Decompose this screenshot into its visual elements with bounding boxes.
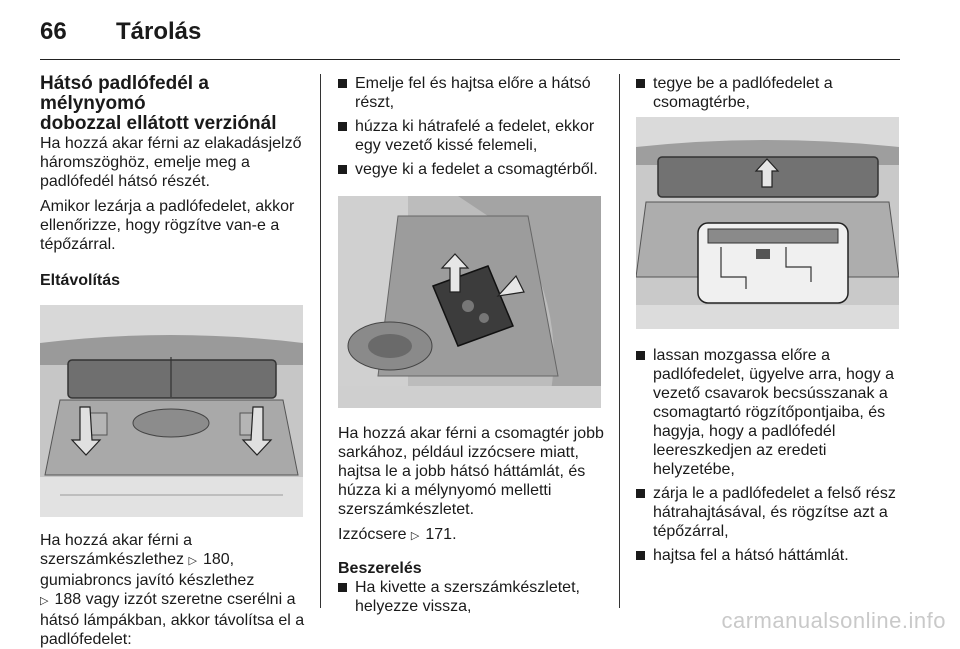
figure-floor-cover-installation [636,117,899,329]
list-item: hajtsa fel a hátsó háttámlát. [636,546,904,565]
page-reference-icon: ▷ [40,595,49,607]
column-divider-1 [320,74,321,608]
page-reference-icon: ▷ [410,530,420,542]
watermark: carmanualsonline.info [721,608,946,633]
list-item: zárja le a padlófedelet a felső rész hátrahajtásával, és rögzítse azt a tépőzárral, [636,484,904,541]
list-item: húzza ki hátrafelé a fedelet, ekkor egy vezető kissé felemeli, [338,117,606,155]
paragraph-2: Amikor lezárja a padlófedelet, akkor ellenőrizze, hogy rögzítve van-e a tépőzárral. [40,198,295,253]
subheading-installation: Beszerelés [338,560,422,577]
column-3 [636,74,904,565]
list-item: Ha kivette a szerszámkészletet, helyezze vissza, [338,578,606,616]
page-header [40,14,900,60]
paragraph-access: Ha hozzá akar férni a csomagtér jobb sarkához, például izzócsere miatt, hajtsa le a jobb hátsó háttámlát, és húzza ki a mélynyomó melletti szerszámkészletet. [338,425,604,518]
bulb-reference: Izzócsere ▷ 171. [338,525,606,546]
list-item: Emelje fel és hajtsa előre a hátsó részt, [338,74,606,112]
header-rule [40,59,900,60]
column-1 [40,74,306,649]
paragraph-3: Ha hozzá akar férni a szerszámkészlethez ▷ 180, gumiabroncs javító készlethez ▷ 188 vagy izzót szeretne cserélni a hátsó lámpákban, akkor távolítsa el a padlófedelet: [40,532,305,648]
list-item: lassan mozgassa előre a padlófedelet, ügyelve arra, hogy a vezető csavarok becsússzanak a csomagtartó rögzítőpontjaiba, és hagyja, hogy a padlófedél leereszkedjen az eredeti helyzetébe, [636,346,904,479]
subheading-removal: Eltávolítás [40,272,121,289]
page-number: 66 [40,18,67,45]
figure-floor-cover-removal [40,305,303,517]
section-heading: Hátsó padlófedél a mélynyomó dobozzal ellátott verziónál [40,73,277,134]
page-title: Tárolás [116,18,202,45]
page-reference-icon: ▷ [188,555,197,567]
paragraph-1: Ha hozzá akar férni az elakadásjelző háromszöghöz, emelje meg a padlófedél hátsó részét. [40,135,302,190]
column-divider-2 [619,74,620,608]
figure-toolkit-subwoofer [338,196,601,408]
list-item: vegye ki a fedelet a csomagtérből. [338,160,606,179]
column-2 [338,74,606,616]
list-item: tegye be a padlófedelet a csomagtérbe, [636,74,904,112]
